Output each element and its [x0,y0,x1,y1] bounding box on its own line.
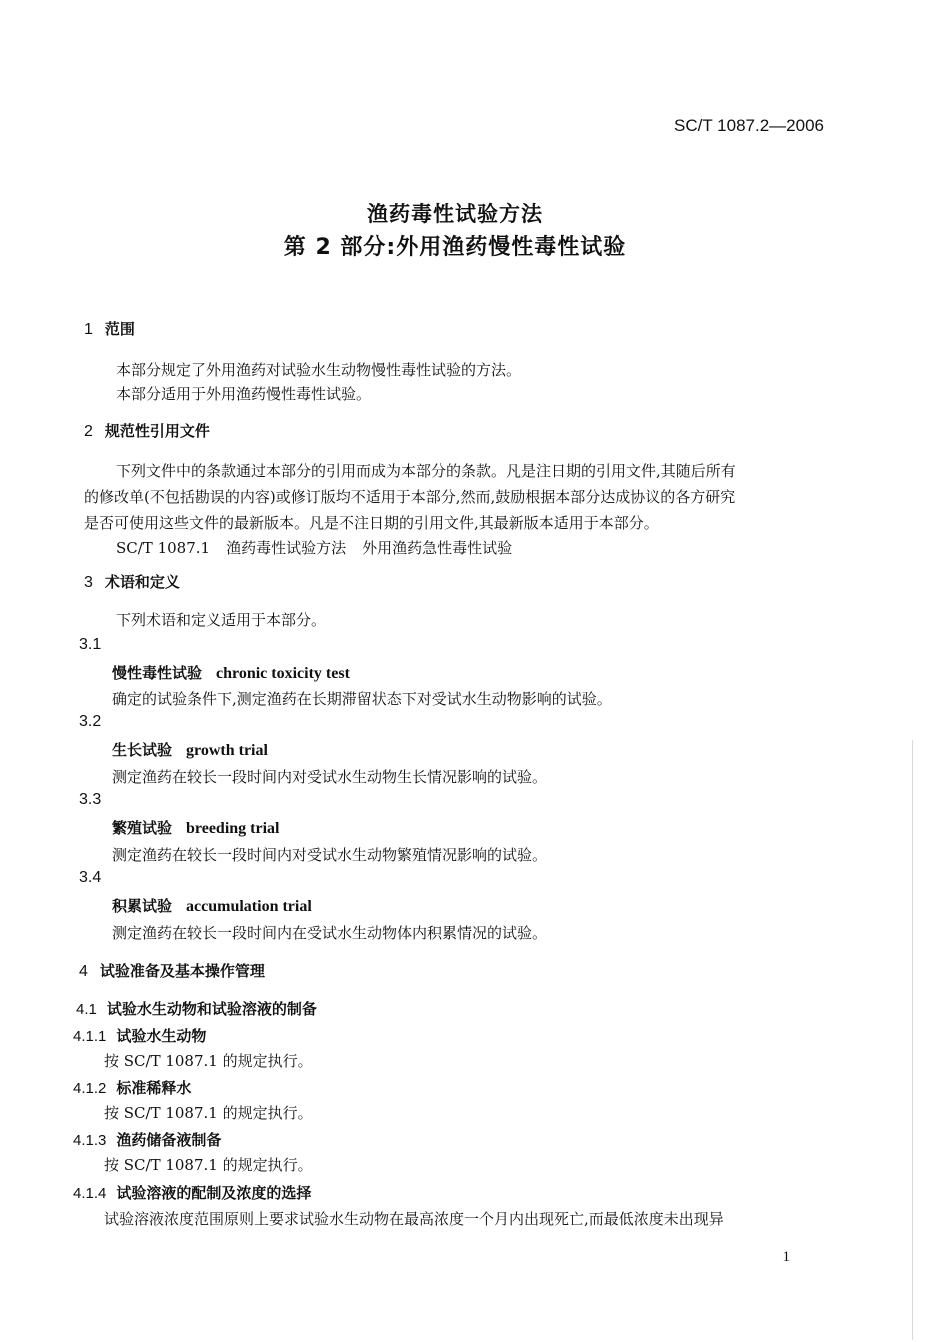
term-definition: 测定渔药在较长一段时间内对受试水生动物生长情况影响的试验。 [112,768,548,786]
subsection-4-1-2-heading [73,1077,191,1098]
term-english: growth trial [186,742,268,759]
document-subtitle: 第 2 部分:外用渔药慢性毒性试验 [283,235,627,260]
term-chinese: 慢性毒性试验 [112,664,203,682]
section-number: 1 [84,321,93,338]
term-english: chronic toxicity test [216,665,350,682]
subsection-title: 试验溶液的配制及浓度的选择 [116,1184,312,1202]
section-number: 3 [84,574,93,591]
term-english: accumulation trial [186,898,312,915]
subsection-4-1-4-heading [73,1182,311,1203]
term-definition: 确定的试验条件下,测定渔药在长期滞留状态下对受试水生动物影响的试验。 [112,690,612,708]
paragraph: 本部分适用于外用渔药慢性毒性试验。 [116,385,372,403]
section-3-heading [84,571,180,592]
paragraph-line: 是否可使用这些文件的最新版本。凡是不注日期的引用文件,其最新版本适用于本部分。 [84,514,659,532]
section-4-heading [79,960,265,981]
section-title: 范围 [104,320,135,338]
term-chinese: 生长试验 [112,741,173,759]
subsection-title: 试验水生动物 [116,1027,207,1045]
paragraph: 按 SC/T 1087.1 的规定执行。 [104,1104,313,1122]
paragraph: 下列术语和定义适用于本部分。 [116,611,327,629]
section-title: 术语和定义 [104,573,180,591]
scan-edge-line [912,740,913,1340]
reference-title: 渔药毒性试验方法 [226,539,347,557]
subsection-number: 4.1.1 [73,1028,107,1045]
subsection-4-1-1-heading [73,1025,206,1046]
term-number: 3.1 [79,636,102,653]
normative-reference [116,535,512,561]
paragraph-line: 的修改单(不包括勘误的内容)或修订版均不适用于本部分,然而,鼓励根据本部分达成协议的各方研究 [84,488,736,506]
section-number: 4 [79,963,88,980]
section-title: 试验准备及基本操作管理 [99,962,265,980]
term-entry [112,817,280,838]
subsection-number: 4.1.2 [73,1080,107,1097]
term-number: 3.3 [79,791,102,808]
subsection-title: 标准稀释水 [116,1079,192,1097]
term-chinese: 繁殖试验 [112,819,173,837]
reference-code: SC/T 1087.1 [116,539,211,557]
subsection-4-1-heading [76,998,317,1019]
standard-number: SC/T 1087.2—2006 [674,116,824,135]
subsection-number: 4.1.3 [73,1132,107,1149]
term-english: breeding trial [186,820,280,837]
paragraph-line: 下列文件中的条款通过本部分的引用而成为本部分的条款。凡是注日期的引用文件,其随后所有 [116,462,736,480]
subsection-title: 试验水生动物和试验溶液的制备 [106,1000,317,1018]
page-number: 1 [782,1249,790,1265]
term-number: 3.2 [79,713,102,730]
section-title: 规范性引用文件 [104,422,210,440]
reference-title: 外用渔药急性毒性试验 [362,539,513,557]
term-entry [112,662,350,683]
subsection-title: 渔药储备液制备 [116,1131,222,1149]
paragraph: 按 SC/T 1087.1 的规定执行。 [104,1052,313,1070]
term-number: 3.4 [79,869,102,886]
section-1-heading [84,318,135,339]
document-title: 渔药毒性试验方法 [367,202,543,226]
subsection-number: 4.1.4 [73,1185,107,1202]
paragraph: 本部分规定了外用渔药对试验水生动物慢性毒性试验的方法。 [116,361,522,379]
paragraph: 试验溶液浓度范围原则上要求试验水生动物在最高浓度一个月内出现死亡,而最低浓度未出现异 [104,1210,724,1228]
term-definition: 测定渔药在较长一段时间内对受试水生动物繁殖情况影响的试验。 [112,846,548,864]
term-entry [112,739,268,760]
term-chinese: 积累试验 [112,897,173,915]
paragraph: 按 SC/T 1087.1 的规定执行。 [104,1156,313,1174]
subsection-number: 4.1 [76,1001,97,1018]
section-number: 2 [84,423,93,440]
term-definition: 测定渔药在较长一段时间内在受试水生动物体内积累情况的试验。 [112,924,548,942]
subsection-4-1-3-heading [73,1129,221,1150]
term-entry [112,895,312,916]
section-2-heading [84,420,210,441]
